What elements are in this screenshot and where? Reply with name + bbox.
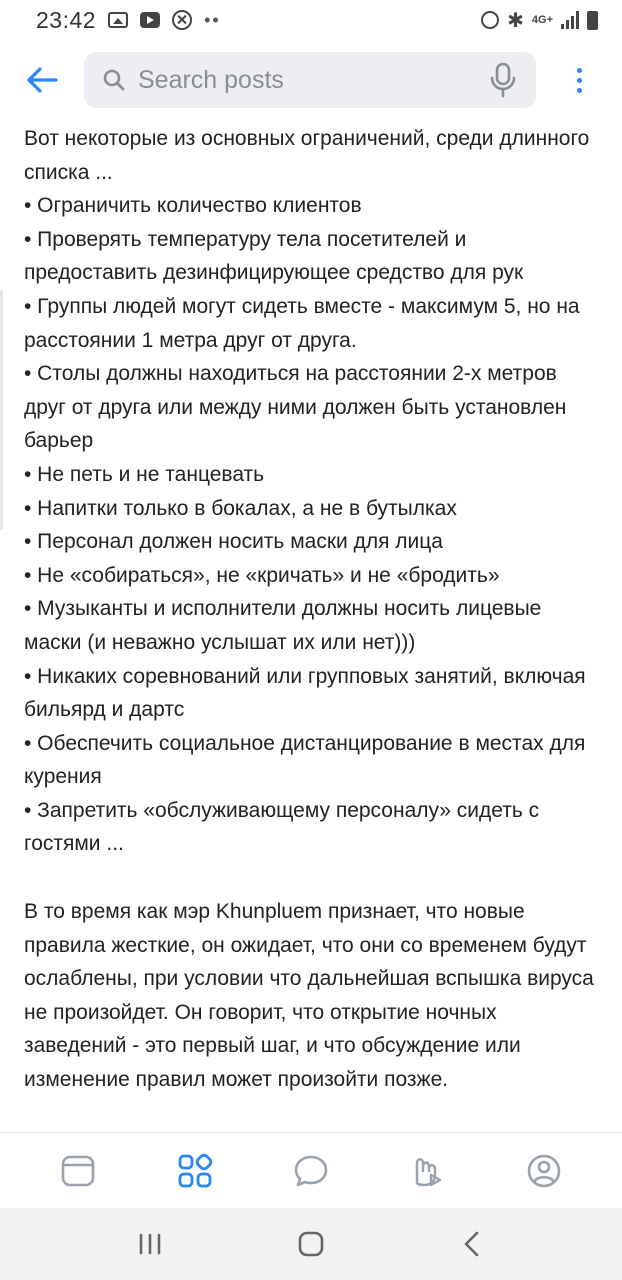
recent-apps-icon	[136, 1232, 164, 1256]
bullet-item: • Напитки только в бокалах, а не в бутылках	[24, 496, 457, 520]
bullet-item: • Никаких соревнований или групповых занятий, включая бильярд и дартс	[24, 664, 592, 722]
bullet-item: • Не петь и не танцевать	[24, 462, 265, 486]
post-intro: Вот некоторые из основных ограничений, среди длинного списка ...	[24, 127, 596, 184]
more-notifications-icon: ••	[204, 9, 221, 30]
clips-icon	[409, 1153, 445, 1189]
services-grid-icon	[177, 1153, 213, 1189]
search-icon	[102, 68, 126, 92]
home-icon	[297, 1230, 325, 1258]
back-button[interactable]	[0, 40, 84, 120]
chevron-left-icon	[462, 1230, 482, 1258]
youtube-icon	[140, 12, 160, 28]
tab-messages[interactable]	[281, 1141, 341, 1201]
recent-apps-button[interactable]	[120, 1214, 180, 1274]
bullet-item: • Не «собираться», не «кричать» и не «бродить»	[24, 563, 500, 587]
top-bar	[0, 40, 622, 120]
bullet-item: • Группы людей могут сидеть вместе - максимум 5, но на расстоянии 1 метра друг от друга.	[24, 294, 586, 352]
scroll-edge-indicator	[0, 290, 3, 530]
arrow-left-icon	[26, 66, 58, 94]
bullet-item: • Обеспечить социальное дистанцирование в местах для курения	[24, 731, 592, 789]
bullet-item: • Проверять температуру тела посетителей и предоставить дезинфицирующее средство для рук	[24, 227, 524, 285]
post-text	[24, 122, 604, 1097]
chat-bubble-icon	[293, 1153, 329, 1189]
more-options-button[interactable]	[536, 40, 622, 120]
gallery-icon	[108, 12, 128, 28]
bullet-item: • Персонал должен носить маски для лица	[24, 530, 443, 554]
alarm-icon	[481, 11, 499, 29]
bluetooth-icon: ✱	[507, 9, 524, 32]
profile-icon	[526, 1153, 562, 1189]
more-vertical-icon	[577, 68, 582, 93]
home-button[interactable]	[281, 1214, 341, 1274]
status-bar	[0, 0, 622, 40]
search-input[interactable]	[84, 52, 536, 108]
status-right	[481, 8, 598, 33]
newsfeed-icon	[61, 1154, 95, 1188]
tab-services[interactable]	[165, 1141, 225, 1201]
system-navigation-bar	[0, 1208, 622, 1280]
tab-profile[interactable]	[514, 1141, 574, 1201]
tab-clips[interactable]	[397, 1141, 457, 1201]
lte-icon: 4G+	[531, 14, 553, 26]
status-left	[36, 7, 221, 34]
search-placeholder: Search posts	[138, 65, 284, 94]
blocked-icon	[172, 10, 192, 30]
bullet-item: • Ограничить количество клиентов	[24, 194, 362, 218]
nav-back-button[interactable]	[442, 1214, 502, 1274]
post-closing: В то время как мэр Khunpluem признает, что новые правила жесткие, он ожидает, что они со временем будут ослаблены, при условии что дальнейшая вспышка вируса не произойдет. Он говорит, что открытие ночных заведений - это первый шаг, и что обсуждение или изменение правил может произойти позже.	[24, 900, 600, 1092]
tab-news[interactable]	[48, 1141, 108, 1201]
signal-icon	[561, 11, 579, 29]
bottom-tab-bar	[0, 1132, 622, 1208]
status-time: 23:42	[36, 6, 97, 33]
paragraph-gap	[24, 861, 604, 895]
microphone-icon[interactable]	[488, 62, 518, 98]
battery-icon	[587, 11, 598, 30]
bullet-item: • Запретить «обслуживающему персоналу» сидеть с гостями ...	[24, 798, 545, 856]
bullet-item: • Музыканты и исполнители должны носить лицевые маски (и неважно услышат их или нет)))	[24, 597, 548, 654]
bullet-item: • Столы должны находиться на расстоянии 2-х метров друг от друга или между ними должен быть установлен барьер	[24, 362, 573, 453]
